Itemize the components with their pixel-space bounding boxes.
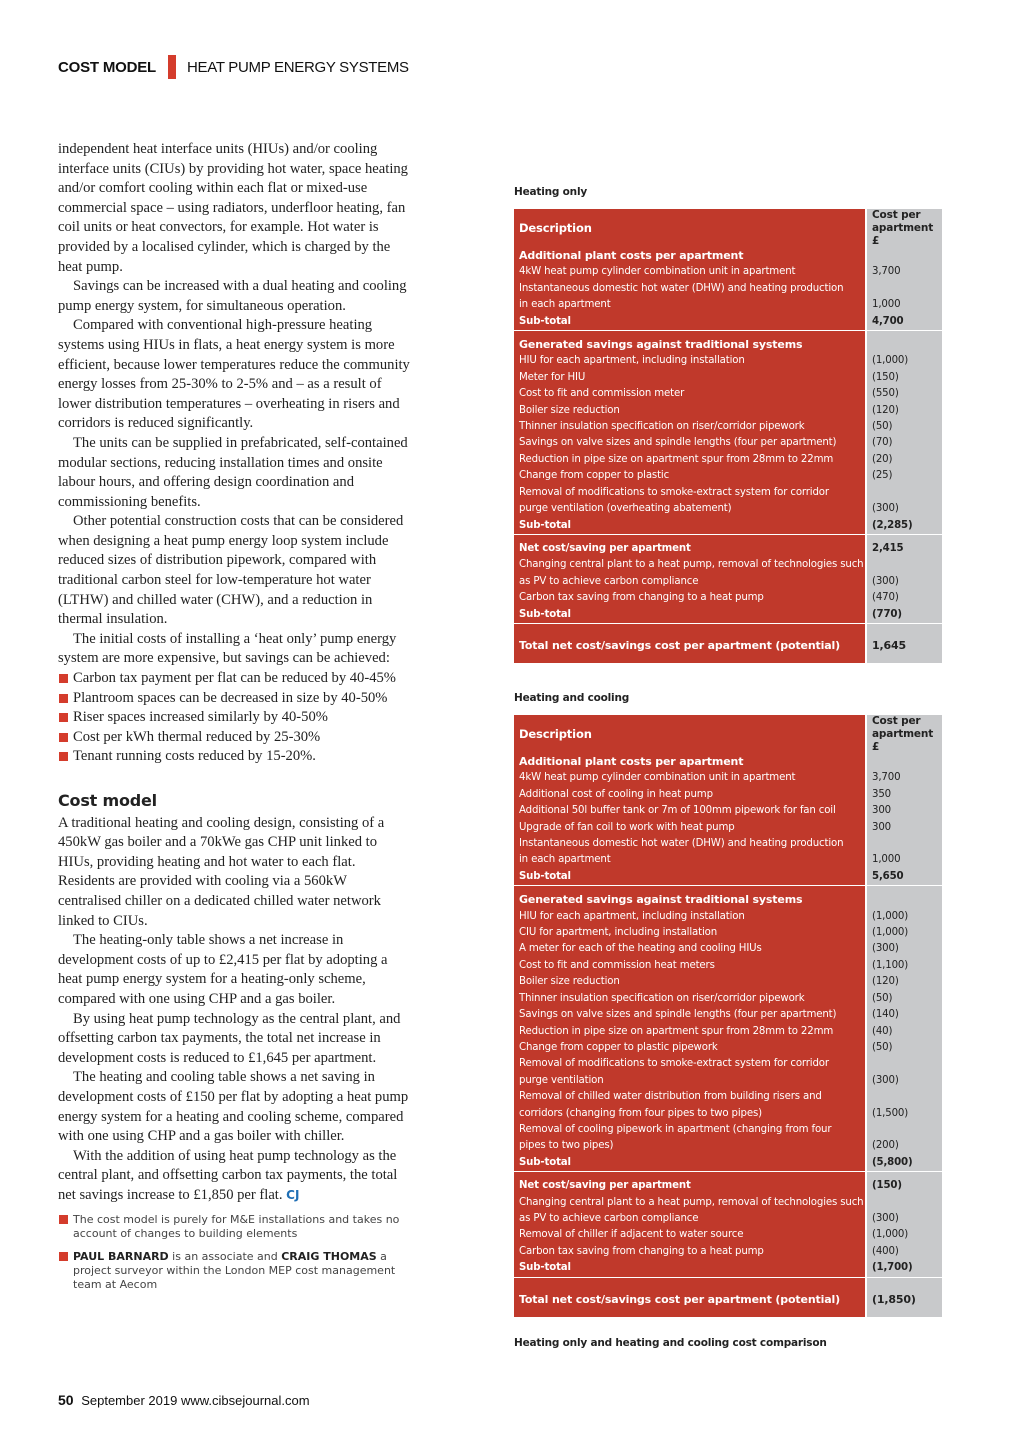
page-number: 50 bbox=[58, 1392, 74, 1408]
row-description: Boiler size reduction bbox=[514, 974, 866, 990]
row-cost: (20) bbox=[866, 452, 942, 468]
author-note bbox=[58, 1250, 410, 1292]
row-description: Change from copper to plastic pipework bbox=[514, 1040, 866, 1056]
last-paragraph-text: With the addition of using heat pump technology as the central plant, and offsetting carbon tax payments, the total net savings increase to £1,850 per flat. bbox=[58, 1147, 398, 1203]
row-description: Removal of cooling pipework in apartment (changing from four bbox=[514, 1122, 866, 1138]
bullet-square-icon bbox=[59, 1215, 68, 1224]
row-description: Additional plant costs per apartment bbox=[514, 248, 866, 264]
table-row bbox=[514, 941, 942, 957]
savings-list bbox=[58, 669, 410, 767]
author-name: PAUL BARNARD bbox=[73, 1250, 169, 1264]
table-row bbox=[514, 607, 942, 623]
table-row bbox=[514, 1227, 942, 1243]
row-cost: (50) bbox=[866, 419, 942, 435]
row-cost: (1,000) bbox=[866, 925, 942, 941]
table-row bbox=[514, 958, 942, 974]
row-description: Sub-total bbox=[514, 869, 866, 885]
row-cost: (50) bbox=[866, 1040, 942, 1056]
section-label: COST MODEL bbox=[58, 58, 156, 76]
row-cost: 1,000 bbox=[866, 852, 942, 868]
table-row bbox=[514, 1056, 942, 1072]
column-header-description: Description bbox=[514, 209, 866, 248]
row-description: Carbon tax saving from changing to a heat pump bbox=[514, 590, 866, 606]
table-row bbox=[514, 485, 942, 501]
row-description: Additional plant costs per apartment bbox=[514, 754, 866, 770]
heating-only-table bbox=[514, 209, 942, 663]
table-row bbox=[514, 590, 942, 606]
table-row bbox=[514, 518, 942, 534]
table-total-row bbox=[514, 630, 942, 663]
row-cost bbox=[866, 836, 942, 852]
row-cost: (200) bbox=[866, 1138, 942, 1154]
table-row bbox=[514, 1024, 942, 1040]
subheading: Cost model bbox=[58, 791, 157, 810]
row-description: Generated savings against traditional systems bbox=[514, 337, 866, 353]
row-description: Sub-total bbox=[514, 1155, 866, 1171]
column-header-description: Description bbox=[514, 715, 866, 754]
header-accent-bar bbox=[168, 55, 176, 79]
table-section-row bbox=[514, 248, 942, 264]
row-cost bbox=[866, 1122, 942, 1138]
table-section-row bbox=[514, 337, 942, 353]
row-cost bbox=[866, 892, 942, 908]
row-cost: (25) bbox=[866, 468, 942, 484]
table-row bbox=[514, 435, 942, 451]
table-row bbox=[514, 803, 942, 819]
row-description: Net cost/saving per apartment bbox=[514, 541, 866, 557]
table-row bbox=[514, 1195, 942, 1211]
row-cost: (400) bbox=[866, 1244, 942, 1260]
table-row bbox=[514, 925, 942, 941]
table-row bbox=[514, 869, 942, 885]
body-paragraph: The heating and cooling table shows a net saving in development costs of £150 per flat by adopting a heat pump energy system for a heating and cooling scheme, compared with one using CHP and a gas boiler with chiller. bbox=[58, 1069, 409, 1145]
row-cost: (1,500) bbox=[866, 1106, 942, 1122]
row-description: Removal of chiller if adjacent to water source bbox=[514, 1227, 866, 1243]
row-description: Removal of chilled water distribution from building risers and bbox=[514, 1089, 866, 1105]
table-row bbox=[514, 403, 942, 419]
table-row bbox=[514, 1155, 942, 1171]
row-cost: (120) bbox=[866, 403, 942, 419]
table-row bbox=[514, 353, 942, 369]
row-description: in each apartment bbox=[514, 297, 866, 313]
table-row bbox=[514, 770, 942, 786]
table-row bbox=[514, 836, 942, 852]
row-description: Change from copper to plastic bbox=[514, 468, 866, 484]
topic-label: HEAT PUMP ENERGY SYSTEMS bbox=[187, 58, 409, 76]
row-cost bbox=[866, 485, 942, 501]
row-cost: (300) bbox=[866, 1073, 942, 1089]
row-description: pipes to two pipes) bbox=[514, 1138, 866, 1154]
row-cost: 3,700 bbox=[866, 770, 942, 786]
row-cost bbox=[866, 1195, 942, 1211]
row-cost: (1,100) bbox=[866, 958, 942, 974]
row-description: Changing central plant to a heat pump, removal of technologies such bbox=[514, 557, 866, 573]
row-cost: 5,650 bbox=[866, 869, 942, 885]
row-cost: (470) bbox=[866, 590, 942, 606]
table-row bbox=[514, 281, 942, 297]
table-title: Heating only bbox=[514, 186, 587, 198]
row-description: Removal of modifications to smoke-extract system for corridor bbox=[514, 485, 866, 501]
row-cost: 300 bbox=[866, 820, 942, 836]
heating-cooling-table bbox=[514, 715, 942, 1317]
row-cost: (150) bbox=[866, 370, 942, 386]
table-title: Heating and cooling bbox=[514, 692, 630, 704]
body-paragraph: By using heat pump technology as the central plant, and offsetting carbon tax payments, the total net increase in development costs is reduced to £1,645 per apartment. bbox=[58, 1010, 401, 1066]
body-paragraph: The heating-only table shows a net increase in development costs of up to £2,415 per flat by adopting a heat pump energy system for a heating-only scheme, compared with one using CHP and a gas boiler. bbox=[58, 932, 388, 1007]
table-row bbox=[514, 386, 942, 402]
row-cost: 350 bbox=[866, 787, 942, 803]
row-cost: (70) bbox=[866, 435, 942, 451]
row-description: Sub-total bbox=[514, 314, 866, 330]
row-cost: (150) bbox=[866, 1178, 942, 1194]
page-header bbox=[58, 56, 409, 78]
row-cost: (300) bbox=[866, 941, 942, 957]
row-description: Additional 50l buffer tank or 7m of 100mm pipework for fan coil bbox=[514, 803, 866, 819]
row-description: purge ventilation (overheating abatement) bbox=[514, 501, 866, 517]
row-cost bbox=[866, 1089, 942, 1105]
table-row bbox=[514, 557, 942, 573]
author-name: CRAIG THOMAS bbox=[281, 1250, 377, 1264]
row-cost: (50) bbox=[866, 991, 942, 1007]
row-description: 4kW heat pump cylinder combination unit in apartment bbox=[514, 264, 866, 280]
row-cost: (1,000) bbox=[866, 909, 942, 925]
body-paragraph: The units can be supplied in prefabricated, self-contained modular sections, reducing installation times and onsite labour hours, and offering design coordination and commissioning benefits. bbox=[58, 434, 408, 510]
bullet-square-icon bbox=[59, 1252, 68, 1261]
table-row bbox=[514, 1040, 942, 1056]
table-row bbox=[514, 1211, 942, 1227]
row-description: A meter for each of the heating and cooling HIUs bbox=[514, 941, 866, 957]
bullet-item: Riser spaces increased similarly by 40-50% bbox=[58, 708, 410, 728]
row-description: Upgrade of fan coil to work with heat pump bbox=[514, 820, 866, 836]
row-description: Boiler size reduction bbox=[514, 403, 866, 419]
row-description: Reduction in pipe size on apartment spur from 28mm to 22mm bbox=[514, 452, 866, 468]
table-row bbox=[514, 852, 942, 868]
row-cost: (1,700) bbox=[866, 1260, 942, 1276]
row-description: Cost to fit and commission meter bbox=[514, 386, 866, 402]
table-caption: Heating only and heating and cooling cost comparison bbox=[514, 1337, 827, 1349]
body-paragraph: A traditional heating and cooling design, consisting of a 450kW gas boiler and a 70kWe gas CHP unit linked to HIUs, providing heating and hot water to each flat. Residents are provided with cooling via a 560kW centralised chiller on a dedicated chilled water network linked to CIUs. bbox=[58, 814, 385, 929]
row-cost: (120) bbox=[866, 974, 942, 990]
row-description: Meter for HIU bbox=[514, 370, 866, 386]
row-cost: (40) bbox=[866, 1024, 942, 1040]
row-cost bbox=[866, 1056, 942, 1072]
row-description: Additional cost of cooling in heat pump bbox=[514, 787, 866, 803]
bullet-item: Plantroom spaces can be decreased in size by 40-50% bbox=[58, 689, 410, 709]
row-description: Instantaneous domestic hot water (DHW) and heating production bbox=[514, 836, 866, 852]
row-description: HIU for each apartment, including installation bbox=[514, 909, 866, 925]
page-footer bbox=[58, 1392, 310, 1408]
author-note-text: a project surveyor within the London MEP cost management team at Aecom bbox=[73, 1250, 396, 1292]
table-row bbox=[514, 468, 942, 484]
footnote bbox=[58, 1213, 410, 1241]
row-description: Total net cost/savings cost per apartment (potential) bbox=[514, 630, 866, 663]
body-paragraph: Savings can be increased with a dual heating and cooling pump energy system, for simultaneous operation. bbox=[58, 278, 407, 314]
notes bbox=[58, 1213, 410, 1292]
row-cost: (300) bbox=[866, 1211, 942, 1227]
table-row bbox=[514, 419, 942, 435]
table-section-row bbox=[514, 892, 942, 908]
row-cost: (140) bbox=[866, 1007, 942, 1023]
table-total-row bbox=[514, 1284, 942, 1317]
table-row bbox=[514, 1106, 942, 1122]
table-row bbox=[514, 820, 942, 836]
row-cost: 1,645 bbox=[866, 630, 942, 663]
body-paragraph-last bbox=[58, 1147, 410, 1206]
table-row bbox=[514, 297, 942, 313]
row-description: Changing central plant to a heat pump, removal of technologies such bbox=[514, 1195, 866, 1211]
row-cost: 1,000 bbox=[866, 297, 942, 313]
row-description: corridors (changing from four pipes to two pipes) bbox=[514, 1106, 866, 1122]
row-cost: 2,415 bbox=[866, 541, 942, 557]
body-paragraph: Other potential construction costs that can be considered when designing a heat pump energy loop system include reduced sizes of distribution pipework, compared with traditional carbon steel for low-temperature hot water (LTHW) and chilled water (CHW), and a reduction in thermal insulation. bbox=[58, 513, 404, 628]
row-cost: (770) bbox=[866, 607, 942, 623]
row-cost: (300) bbox=[866, 574, 942, 590]
row-cost: (1,850) bbox=[866, 1284, 942, 1317]
row-description: Sub-total bbox=[514, 1260, 866, 1276]
row-cost: (5,800) bbox=[866, 1155, 942, 1171]
table-row bbox=[514, 452, 942, 468]
row-description: purge ventilation bbox=[514, 1073, 866, 1089]
row-description: Generated savings against traditional systems bbox=[514, 892, 866, 908]
table-row bbox=[514, 787, 942, 803]
article-body bbox=[58, 140, 410, 1301]
row-description: Thinner insulation specification on riser/corridor pipework bbox=[514, 991, 866, 1007]
row-description: as PV to achieve carbon compliance bbox=[514, 1211, 866, 1227]
table-row bbox=[514, 1244, 942, 1260]
sign-off: CJ bbox=[286, 1187, 300, 1202]
table-row bbox=[514, 1178, 942, 1194]
table-row bbox=[514, 1122, 942, 1138]
row-description: Removal of modifications to smoke-extract system for corridor bbox=[514, 1056, 866, 1072]
table-row bbox=[514, 1007, 942, 1023]
row-description: CIU for apartment, including installation bbox=[514, 925, 866, 941]
table-row bbox=[514, 909, 942, 925]
bullet-item: Cost per kWh thermal reduced by 25-30% bbox=[58, 728, 410, 748]
table-section-row bbox=[514, 754, 942, 770]
row-description: Savings on valve sizes and spindle lengths (four per apartment) bbox=[514, 1007, 866, 1023]
row-description: as PV to achieve carbon compliance bbox=[514, 574, 866, 590]
row-cost bbox=[866, 281, 942, 297]
row-cost: (2,285) bbox=[866, 518, 942, 534]
body-paragraph: independent heat interface units (HIUs) and/or cooling interface units (CIUs) by providing hot water, space heating and/or comfort cooling within each flat or mixed-use commercial space – using radiators, underfloor heating, fan coil units or heat convectors, for example. Hot water is provided by a localised cylinder, which is charged by the heat pump. bbox=[58, 141, 408, 275]
table-row bbox=[514, 1073, 942, 1089]
table-row bbox=[514, 574, 942, 590]
row-description: Instantaneous domestic hot water (DHW) and heating production bbox=[514, 281, 866, 297]
row-cost: 4,700 bbox=[866, 314, 942, 330]
table-row bbox=[514, 541, 942, 557]
row-description: in each apartment bbox=[514, 852, 866, 868]
bullet-item: Carbon tax payment per flat can be reduced by 40-45% bbox=[58, 669, 410, 689]
row-description: Reduction in pipe size on apartment spur from 28mm to 22mm bbox=[514, 1024, 866, 1040]
body-paragraph: The initial costs of installing a ‘heat only’ pump energy system are more expensive, but savings can be achieved: bbox=[58, 630, 397, 667]
row-cost bbox=[866, 248, 942, 264]
row-cost: (1,000) bbox=[866, 353, 942, 369]
row-cost: 300 bbox=[866, 803, 942, 819]
table-row bbox=[514, 1089, 942, 1105]
row-cost bbox=[866, 754, 942, 770]
table-row bbox=[514, 974, 942, 990]
table-row bbox=[514, 370, 942, 386]
author-note-text: is an associate and bbox=[168, 1250, 282, 1264]
table-row bbox=[514, 1260, 942, 1276]
body-paragraph: Compared with conventional high-pressure heating systems using HIUs in flats, a heat energy system is more efficient, because lower temperatures reduce the community energy losses from 25-30% to 2-5% and – as a result of lower distribution temperatures – overheating in risers and corridors is reduced significantly. bbox=[58, 317, 410, 432]
table-row bbox=[514, 991, 942, 1007]
website: www.cibsejournal.com bbox=[180, 1393, 310, 1408]
row-cost: (1,000) bbox=[866, 1227, 942, 1243]
row-cost bbox=[866, 337, 942, 353]
footnote-text: The cost model is purely for M&E installations and takes no account of changes to building elements bbox=[73, 1213, 400, 1241]
row-description: Thinner insulation specification on riser/corridor pipework bbox=[514, 419, 866, 435]
row-description: Sub-total bbox=[514, 607, 866, 623]
row-cost: (300) bbox=[866, 501, 942, 517]
table-row bbox=[514, 1138, 942, 1154]
table-row bbox=[514, 264, 942, 280]
column-header-cost: Cost per apartment £ bbox=[866, 715, 942, 754]
row-description: 4kW heat pump cylinder combination unit in apartment bbox=[514, 770, 866, 786]
bullet-item: Tenant running costs reduced by 15-20%. bbox=[58, 747, 410, 767]
row-description: Net cost/saving per apartment bbox=[514, 1178, 866, 1194]
row-description: Total net cost/savings cost per apartment (potential) bbox=[514, 1284, 866, 1317]
row-cost: (550) bbox=[866, 386, 942, 402]
table-row bbox=[514, 501, 942, 517]
row-description: Savings on valve sizes and spindle lengths (four per apartment) bbox=[514, 435, 866, 451]
column-header-cost: Cost per apartment £ bbox=[866, 209, 942, 248]
issue-date: September 2019 bbox=[81, 1393, 178, 1408]
row-description: Sub-total bbox=[514, 518, 866, 534]
table-row bbox=[514, 314, 942, 330]
row-description: HIU for each apartment, including installation bbox=[514, 353, 866, 369]
row-cost: 3,700 bbox=[866, 264, 942, 280]
row-description: Cost to fit and commission heat meters bbox=[514, 958, 866, 974]
row-description: Carbon tax saving from changing to a heat pump bbox=[514, 1244, 866, 1260]
row-cost bbox=[866, 557, 942, 573]
